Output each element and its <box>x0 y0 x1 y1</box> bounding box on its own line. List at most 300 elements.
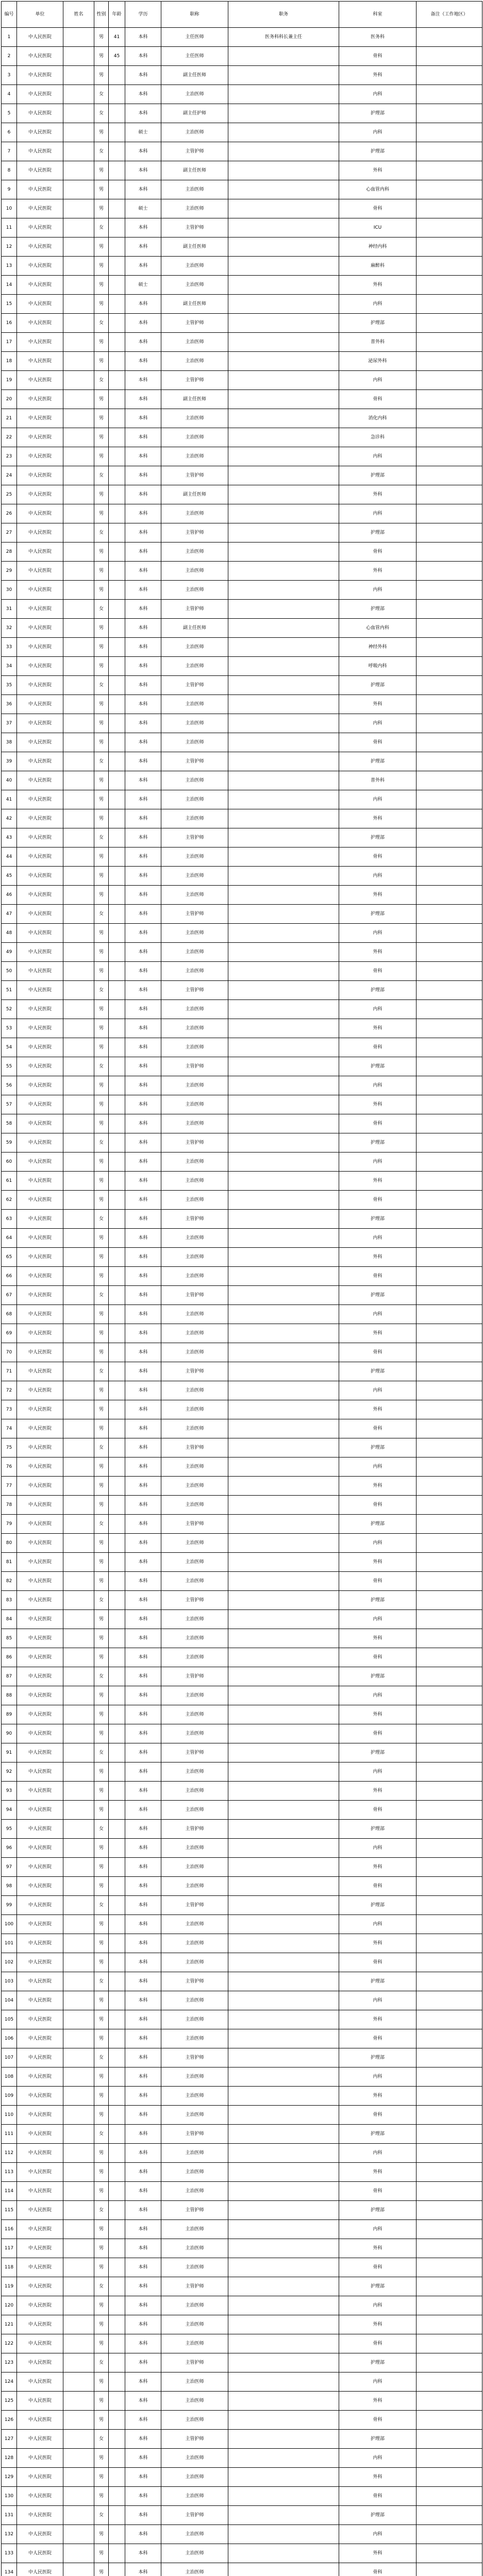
cell-remarks <box>417 314 482 333</box>
cell-gender: 男 <box>94 1095 109 1114</box>
cell-unit: 中人民医院 <box>17 485 63 504</box>
cell-title: 主治医师 <box>161 924 228 943</box>
cell-position <box>228 66 339 85</box>
cell-unit: 中人民医院 <box>17 733 63 752</box>
cell-title: 主治医师 <box>161 1991 228 2010</box>
cell-unit: 中人民医院 <box>17 2010 63 2029</box>
table-row <box>2 2563 482 2576</box>
cell-number: 114 <box>2 2182 17 2201</box>
cell-title: 主治医师 <box>161 1648 228 1667</box>
cell-title: 主管护师 <box>161 2125 228 2144</box>
cell-gender: 男 <box>94 2487 109 2506</box>
cell-remarks <box>417 2258 482 2277</box>
cell-title: 副主任医师 <box>161 485 228 504</box>
cell-remarks <box>417 924 482 943</box>
cell-name <box>63 1534 94 1553</box>
cell-age <box>109 1915 125 1934</box>
cell-remarks <box>417 1305 482 1324</box>
cell-name <box>63 1438 94 1458</box>
cell-number: 102 <box>2 1953 17 1972</box>
cell-unit: 中人民医院 <box>17 600 63 619</box>
cell-education: 本科 <box>125 2315 161 2334</box>
cell-education: 本科 <box>125 981 161 1000</box>
cell-age <box>109 543 125 562</box>
cell-number: 110 <box>2 2106 17 2125</box>
cell-age <box>109 2487 125 2506</box>
cell-name <box>63 1248 94 1267</box>
cell-remarks <box>417 867 482 886</box>
cell-title: 主治医师 <box>161 2411 228 2430</box>
cell-name <box>63 2353 94 2372</box>
cell-department: 护理部 <box>339 1438 417 1458</box>
table-row <box>2 943 482 962</box>
cell-gender: 女 <box>94 2430 109 2449</box>
cell-age <box>109 2411 125 2430</box>
cell-unit: 中人民医院 <box>17 1229 63 1248</box>
cell-unit: 中人民医院 <box>17 1267 63 1286</box>
cell-position <box>228 1362 339 1381</box>
header-unit: 单位 <box>17 2 63 28</box>
cell-title: 副主任医师 <box>161 295 228 314</box>
cell-title: 主管护师 <box>161 1896 228 1915</box>
cell-gender: 男 <box>94 1267 109 1286</box>
cell-number: 82 <box>2 1572 17 1591</box>
cell-remarks <box>417 1343 482 1362</box>
cell-title: 主管护师 <box>161 2353 228 2372</box>
cell-name <box>63 733 94 752</box>
cell-name <box>63 771 94 790</box>
table-row <box>2 1534 482 1553</box>
cell-remarks <box>417 1038 482 1057</box>
cell-title: 主治医师 <box>161 352 228 371</box>
cell-age <box>109 85 125 104</box>
cell-title: 主管护师 <box>161 1210 228 1229</box>
header-title: 职称 <box>161 2 228 28</box>
cell-department: 骨科 <box>339 848 417 867</box>
cell-remarks <box>417 1591 482 1610</box>
cell-title: 主治医师 <box>161 2468 228 2487</box>
cell-number: 128 <box>2 2449 17 2468</box>
cell-number: 63 <box>2 1210 17 1229</box>
cell-age <box>109 276 125 295</box>
cell-age <box>109 2334 125 2353</box>
cell-remarks <box>417 771 482 790</box>
cell-gender: 女 <box>94 466 109 485</box>
cell-age <box>109 1801 125 1820</box>
cell-unit: 中人民医院 <box>17 2544 63 2563</box>
cell-gender: 男 <box>94 1076 109 1095</box>
cell-education: 本科 <box>125 2334 161 2353</box>
cell-position <box>228 1095 339 1114</box>
cell-age <box>109 295 125 314</box>
cell-unit: 中人民医院 <box>17 886 63 905</box>
cell-title: 主管护师 <box>161 905 228 924</box>
cell-number: 103 <box>2 1972 17 1991</box>
cell-remarks <box>417 638 482 657</box>
cell-title: 主管护师 <box>161 1362 228 1381</box>
cell-department: 外科 <box>339 695 417 714</box>
cell-unit: 中人民医院 <box>17 180 63 199</box>
cell-position <box>228 1724 339 1743</box>
cell-gender: 男 <box>94 1953 109 1972</box>
cell-remarks <box>417 752 482 771</box>
cell-department: 骨科 <box>339 1648 417 1667</box>
cell-gender: 女 <box>94 2201 109 2220</box>
cell-education: 本科 <box>125 2029 161 2048</box>
cell-number: 106 <box>2 2029 17 2048</box>
cell-name <box>63 962 94 981</box>
cell-gender: 女 <box>94 371 109 390</box>
cell-position <box>228 1191 339 1210</box>
cell-title: 主治医师 <box>161 2296 228 2315</box>
cell-education: 本科 <box>125 1172 161 1191</box>
cell-gender: 女 <box>94 1515 109 1534</box>
table-row <box>2 295 482 314</box>
cell-name <box>63 1114 94 1133</box>
cell-gender: 女 <box>94 523 109 543</box>
cell-position <box>228 333 339 352</box>
cell-education: 本科 <box>125 1934 161 1953</box>
cell-name <box>63 1648 94 1667</box>
cell-unit: 中人民医院 <box>17 1000 63 1019</box>
cell-gender: 男 <box>94 199 109 218</box>
header-row <box>2 2 482 28</box>
cell-number: 37 <box>2 714 17 733</box>
cell-position <box>228 1305 339 1324</box>
cell-department: 内科 <box>339 2067 417 2087</box>
cell-position <box>228 2163 339 2182</box>
cell-title: 主治医师 <box>161 1076 228 1095</box>
cell-gender: 男 <box>94 2067 109 2087</box>
cell-title: 主治医师 <box>161 1572 228 1591</box>
cell-title: 主治医师 <box>161 2334 228 2353</box>
cell-name <box>63 1610 94 1629</box>
table-row <box>2 2353 482 2372</box>
cell-unit: 中人民医院 <box>17 2315 63 2334</box>
cell-age <box>109 2315 125 2334</box>
cell-number: 119 <box>2 2277 17 2296</box>
cell-remarks <box>417 562 482 581</box>
cell-gender: 男 <box>94 867 109 886</box>
cell-age <box>109 1553 125 1572</box>
cell-remarks <box>417 1496 482 1515</box>
cell-age <box>109 390 125 409</box>
cell-title: 主管护师 <box>161 1286 228 1305</box>
cell-name <box>63 905 94 924</box>
cell-remarks <box>417 1362 482 1381</box>
cell-position <box>228 1610 339 1629</box>
cell-department: 内科 <box>339 1762 417 1782</box>
cell-unit: 中人民医院 <box>17 1038 63 1057</box>
cell-education: 本科 <box>125 1057 161 1076</box>
cell-title: 主治医师 <box>161 2392 228 2411</box>
cell-age <box>109 1438 125 1458</box>
cell-position <box>228 2277 339 2296</box>
cell-number: 56 <box>2 1076 17 1095</box>
cell-remarks <box>417 1629 482 1648</box>
cell-education: 本科 <box>125 1153 161 1172</box>
cell-gender: 男 <box>94 1991 109 2010</box>
cell-name <box>63 1324 94 1343</box>
cell-department: ICU <box>339 218 417 238</box>
cell-name <box>63 238 94 257</box>
table-row <box>2 2010 482 2029</box>
cell-department: 骨科 <box>339 2563 417 2576</box>
cell-remarks <box>417 1553 482 1572</box>
cell-title: 主治医师 <box>161 2029 228 2048</box>
cell-number: 38 <box>2 733 17 752</box>
table-row <box>2 1553 482 1572</box>
cell-unit: 中人民医院 <box>17 1820 63 1839</box>
table-row <box>2 333 482 352</box>
cell-education: 本科 <box>125 2087 161 2106</box>
cell-unit: 中人民医院 <box>17 1133 63 1153</box>
cell-position <box>228 771 339 790</box>
cell-name <box>63 218 94 238</box>
cell-education: 本科 <box>125 352 161 371</box>
cell-position <box>228 1820 339 1839</box>
table-row <box>2 2487 482 2506</box>
cell-position <box>228 2182 339 2201</box>
cell-unit: 中人民医院 <box>17 390 63 409</box>
table-row <box>2 47 482 66</box>
cell-unit: 中人民医院 <box>17 1629 63 1648</box>
cell-position <box>228 2258 339 2277</box>
cell-department: 内科 <box>339 2525 417 2544</box>
cell-position <box>228 2220 339 2239</box>
cell-gender: 男 <box>94 1705 109 1724</box>
cell-department: 麻醉科 <box>339 257 417 276</box>
cell-remarks <box>417 1057 482 1076</box>
cell-remarks <box>417 1419 482 1438</box>
cell-gender: 女 <box>94 2277 109 2296</box>
cell-position <box>228 85 339 104</box>
cell-department: 普外科 <box>339 333 417 352</box>
cell-age <box>109 1324 125 1343</box>
cell-title: 主治医师 <box>161 85 228 104</box>
cell-education: 本科 <box>125 1191 161 1210</box>
cell-remarks <box>417 2468 482 2487</box>
cell-number: 134 <box>2 2563 17 2576</box>
cell-name <box>63 1172 94 1191</box>
cell-number: 71 <box>2 1362 17 1381</box>
cell-position <box>228 1400 339 1419</box>
cell-name <box>63 1038 94 1057</box>
table-row <box>2 1114 482 1133</box>
cell-age <box>109 142 125 161</box>
cell-position <box>228 447 339 466</box>
cell-title: 主管护师 <box>161 2430 228 2449</box>
cell-education: 本科 <box>125 2067 161 2087</box>
cell-education: 本科 <box>125 714 161 733</box>
cell-remarks <box>417 333 482 352</box>
cell-position <box>228 371 339 390</box>
cell-age <box>109 2067 125 2087</box>
cell-department: 外科 <box>339 1324 417 1343</box>
cell-remarks <box>417 352 482 371</box>
cell-education: 本科 <box>125 676 161 695</box>
cell-name <box>63 2182 94 2201</box>
cell-unit: 中人民医院 <box>17 1953 63 1972</box>
cell-title: 主管护师 <box>161 1515 228 1534</box>
cell-name <box>63 2468 94 2487</box>
cell-gender: 男 <box>94 1172 109 1191</box>
cell-position <box>228 1572 339 1591</box>
cell-age <box>109 333 125 352</box>
cell-name <box>63 28 94 47</box>
cell-department: 骨科 <box>339 199 417 218</box>
table-row <box>2 886 482 905</box>
cell-unit: 中人民医院 <box>17 924 63 943</box>
cell-position <box>228 161 339 180</box>
cell-number: 4 <box>2 85 17 104</box>
cell-department: 内科 <box>339 504 417 523</box>
cell-number: 51 <box>2 981 17 1000</box>
cell-title: 主治医师 <box>161 638 228 657</box>
cell-position <box>228 2296 339 2315</box>
cell-title: 主治医师 <box>161 504 228 523</box>
header-number: 编号 <box>2 2 17 28</box>
cell-name <box>63 295 94 314</box>
cell-gender: 女 <box>94 1286 109 1305</box>
cell-unit: 中人民医院 <box>17 1458 63 1477</box>
cell-age <box>109 1591 125 1610</box>
cell-department: 骨科 <box>339 543 417 562</box>
cell-remarks <box>417 2392 482 2411</box>
cell-name <box>63 2010 94 2029</box>
cell-number: 101 <box>2 1934 17 1953</box>
cell-gender: 女 <box>94 1743 109 1762</box>
cell-remarks <box>417 809 482 828</box>
cell-number: 21 <box>2 409 17 428</box>
cell-age <box>109 466 125 485</box>
cell-unit: 中人民医院 <box>17 1972 63 1991</box>
cell-number: 87 <box>2 1667 17 1686</box>
cell-unit: 中人民医院 <box>17 943 63 962</box>
cell-unit: 中人民医院 <box>17 295 63 314</box>
cell-name <box>63 2163 94 2182</box>
cell-education: 本科 <box>125 1133 161 1153</box>
cell-position <box>228 714 339 733</box>
cell-department: 护理部 <box>339 2353 417 2372</box>
cell-title: 主治医师 <box>161 1953 228 1972</box>
cell-title: 副主任护师 <box>161 104 228 123</box>
cell-title: 主治医师 <box>161 257 228 276</box>
cell-number: 91 <box>2 1743 17 1762</box>
cell-position <box>228 1267 339 1286</box>
cell-title: 主治医师 <box>161 2239 228 2258</box>
cell-department: 骨科 <box>339 1877 417 1896</box>
cell-remarks <box>417 371 482 390</box>
cell-education: 本科 <box>125 809 161 828</box>
cell-unit: 中人民医院 <box>17 1705 63 1724</box>
cell-position <box>228 886 339 905</box>
cell-education: 本科 <box>125 2239 161 2258</box>
cell-gender: 男 <box>94 2087 109 2106</box>
cell-department: 外科 <box>339 2544 417 2563</box>
table-row <box>2 1496 482 1515</box>
cell-unit: 中人民医院 <box>17 199 63 218</box>
cell-title: 主治医师 <box>161 2067 228 2087</box>
cell-age <box>109 809 125 828</box>
cell-gender: 男 <box>94 1534 109 1553</box>
cell-gender: 男 <box>94 161 109 180</box>
cell-education: 本科 <box>125 2487 161 2506</box>
cell-title: 主治医师 <box>161 790 228 809</box>
cell-number: 54 <box>2 1038 17 1057</box>
cell-gender: 男 <box>94 390 109 409</box>
cell-unit: 中人民医院 <box>17 752 63 771</box>
cell-title: 主管护师 <box>161 1057 228 1076</box>
cell-title: 主治医师 <box>161 809 228 828</box>
cell-number: 58 <box>2 1114 17 1133</box>
cell-department: 骨科 <box>339 1114 417 1133</box>
table-row <box>2 828 482 848</box>
cell-unit: 中人民医院 <box>17 2296 63 2315</box>
cell-age <box>109 1896 125 1915</box>
cell-remarks <box>417 2106 482 2125</box>
cell-unit: 中人民医院 <box>17 2087 63 2106</box>
table-row <box>2 771 482 790</box>
cell-remarks <box>417 1400 482 1419</box>
cell-title: 副主任医师 <box>161 66 228 85</box>
cell-education: 本科 <box>125 66 161 85</box>
cell-remarks <box>417 1153 482 1172</box>
table-row <box>2 1991 482 2010</box>
cell-department: 护理部 <box>339 1133 417 1153</box>
cell-age <box>109 371 125 390</box>
table-row <box>2 390 482 409</box>
cell-name <box>63 2029 94 2048</box>
cell-unit: 中人民医院 <box>17 1419 63 1438</box>
cell-name <box>63 199 94 218</box>
cell-position <box>228 924 339 943</box>
cell-gender: 男 <box>94 2563 109 2576</box>
cell-gender: 男 <box>94 886 109 905</box>
cell-age <box>109 1000 125 1019</box>
cell-name <box>63 1801 94 1820</box>
cell-remarks <box>417 828 482 848</box>
cell-position <box>228 466 339 485</box>
cell-age <box>109 2449 125 2468</box>
table-row <box>2 314 482 333</box>
cell-name <box>63 1000 94 1019</box>
table-row <box>2 1572 482 1591</box>
cell-age <box>109 2392 125 2411</box>
cell-gender: 女 <box>94 600 109 619</box>
cell-title: 主管护师 <box>161 2201 228 2220</box>
cell-position <box>228 2239 339 2258</box>
cell-department: 骨科 <box>339 1419 417 1438</box>
table-row <box>2 1762 482 1782</box>
cell-name <box>63 848 94 867</box>
cell-unit: 中人民医院 <box>17 1057 63 1076</box>
cell-unit: 中人民医院 <box>17 581 63 600</box>
cell-age <box>109 1400 125 1419</box>
cell-number: 55 <box>2 1057 17 1076</box>
cell-department: 内科 <box>339 1000 417 1019</box>
cell-remarks <box>417 1438 482 1458</box>
cell-department: 内科 <box>339 2372 417 2392</box>
cell-unit: 中人民医院 <box>17 2048 63 2067</box>
cell-title: 主治医师 <box>161 409 228 428</box>
cell-department: 外科 <box>339 485 417 504</box>
table-row <box>2 2468 482 2487</box>
cell-department: 骨科 <box>339 2182 417 2201</box>
cell-department: 内科 <box>339 1076 417 1095</box>
cell-position <box>228 1114 339 1133</box>
cell-gender: 男 <box>94 1000 109 1019</box>
